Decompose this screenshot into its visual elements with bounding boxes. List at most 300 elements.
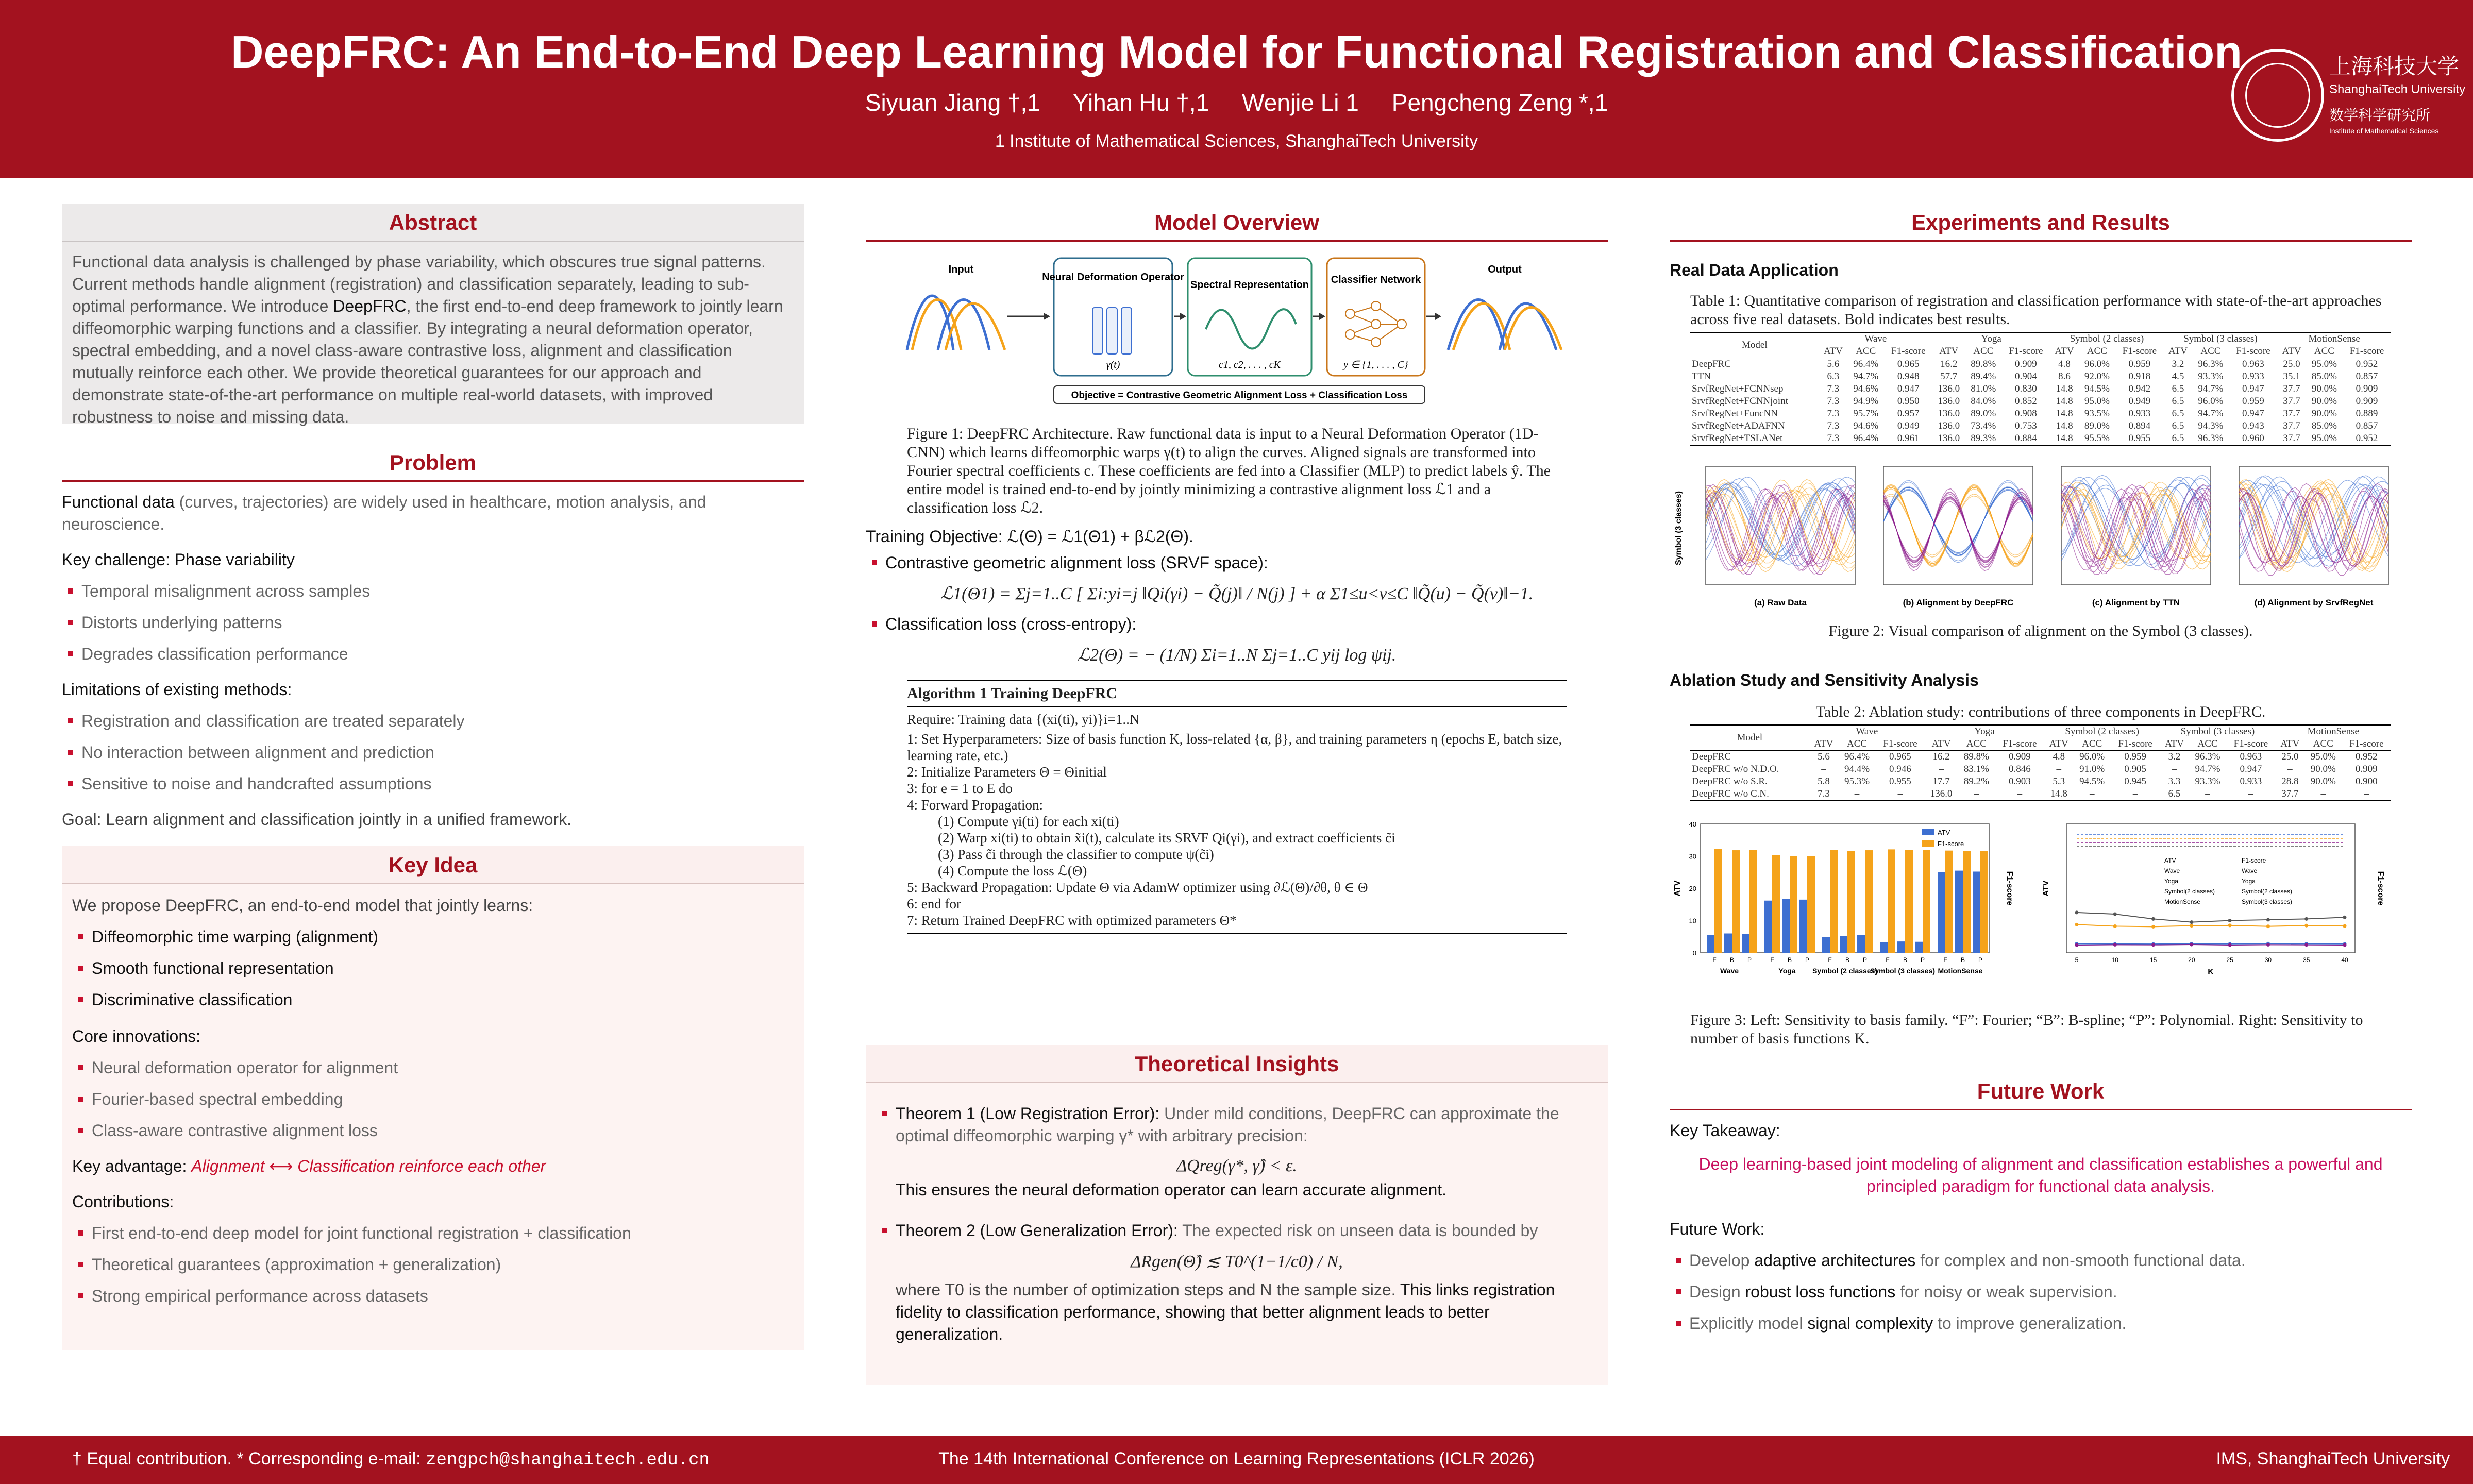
- list-item: Degrades classification performance: [62, 643, 804, 665]
- table-cell: 7.3: [1809, 788, 1839, 801]
- table1-caption: Table 1: Quantitative comparison of registration and classification performance with state-of-the-art approaches across five real datasets. Bold indicates best results.: [1690, 292, 2382, 328]
- table-cell: 95.5%: [2079, 432, 2115, 445]
- metric-header: F1-score: [2229, 345, 2278, 358]
- table-cell: 83.1%: [1963, 764, 1989, 774]
- table-cell: 94.7%: [2195, 764, 2220, 774]
- table-row: [1690, 788, 2391, 801]
- table-cell: 3.3: [2168, 776, 2181, 787]
- table-cell: –: [2287, 764, 2293, 774]
- key-idea-box: [62, 846, 804, 1350]
- table-cell: 0.846: [2008, 764, 2031, 774]
- table-cell: 6.5: [2160, 788, 2189, 801]
- table-row: [1690, 370, 2391, 383]
- table2: [1690, 724, 2391, 801]
- dataset-header: Symbol (2 classes): [2050, 332, 2164, 345]
- metric-header: ACC: [1965, 345, 2001, 358]
- table-cell: 93.3%: [2195, 776, 2220, 787]
- bar-f1: [1847, 851, 1855, 953]
- table-cell: –: [2304, 788, 2342, 801]
- legend-label: Yoga: [2242, 878, 2256, 885]
- table-cell: 14.8: [2056, 420, 2073, 431]
- bar-subtick: F: [1886, 956, 1890, 964]
- input-curves-icon: [907, 296, 1005, 350]
- metric-header: F1-score: [2001, 345, 2050, 358]
- table-cell: 0.947: [2240, 764, 2262, 774]
- loss-list: [866, 552, 1608, 574]
- loss1-equation: ℒ1(Θ1) = Σj=1..C [ Σi:yi=j ‖Qi(γi) − Q̃(j)‖ / N(j) ] + α Σ1≤u<v≤C ‖Q̃(u) − Q̃(v)‖−1.: [940, 584, 1534, 603]
- table-cell: 37.7: [2283, 420, 2300, 431]
- bar-atv: [1938, 872, 1945, 953]
- figure2: [1670, 461, 2412, 616]
- left-column: [62, 204, 804, 1350]
- line-xtick: 40: [2341, 956, 2348, 964]
- table-cell: 17.7: [1932, 776, 1950, 787]
- table-cell: 8.6: [2058, 371, 2071, 382]
- table-row: [1690, 775, 2391, 788]
- table-cell: 16.2: [1932, 751, 1950, 762]
- bar-f1: [1963, 851, 1971, 953]
- metric-header: ATV: [2277, 345, 2306, 358]
- table-cell: 37.7: [2276, 788, 2305, 801]
- right-column: [1670, 204, 2412, 1333]
- experiments-heading: Experiments and Results: [1670, 204, 2412, 242]
- bar-atv: [1880, 942, 1888, 953]
- diagram-classifier-label: Classifier Network: [1331, 274, 1421, 285]
- table-cell: 95.0%: [2310, 751, 2336, 762]
- future-label: Future Work:: [1670, 1220, 1765, 1238]
- table-cell: 0.904: [2014, 371, 2037, 382]
- list-item: Explicitly model signal complexity to improve generalization.: [1670, 1312, 2412, 1335]
- table-cell: 96.0%: [2198, 396, 2224, 407]
- legend-label: Symbol(2 classes): [2242, 888, 2293, 895]
- table-cell: 95.3%: [1844, 776, 1870, 787]
- table-cell: 95.0%: [2084, 396, 2110, 407]
- table-cell: 136.0: [1938, 396, 1960, 407]
- table-cell: 0.961: [1884, 432, 1932, 445]
- theorem-list: [876, 1103, 1597, 1147]
- bar-f1: [1923, 850, 1930, 953]
- table-cell: 136.0: [1932, 432, 1965, 445]
- metric-header: ATV: [1819, 345, 1848, 358]
- bar-y2label: F1-score: [2005, 871, 2014, 906]
- diagram-nn-symbol: γ(t): [1106, 359, 1120, 370]
- contrib-list: [72, 1222, 794, 1307]
- bar-atv: [1764, 901, 1772, 953]
- metric-header: ATV: [1809, 738, 1839, 751]
- table-cell: 96.0%: [2084, 359, 2110, 369]
- goal-text: Goal: Learn alignment and classification jointly in a unified framework.: [62, 810, 571, 829]
- metric-header: F1-score: [2115, 345, 2164, 358]
- table-cell: 3.2: [2168, 751, 2181, 762]
- table-cell: 90.0%: [2311, 408, 2337, 419]
- theorem1-after: This ensures the neural deformation operator can learn accurate alignment.: [896, 1181, 1447, 1199]
- table-cell: 91.0%: [2079, 764, 2105, 774]
- table-cell: 37.7: [2283, 383, 2300, 394]
- key-idea-intro: We propose DeepFRC, an end-to-end model that jointly learns:: [72, 896, 533, 915]
- table-cell: –: [2172, 764, 2177, 774]
- table-cell: 81.0%: [1971, 383, 1996, 394]
- line-ylabel: ATV: [2042, 880, 2050, 897]
- challenge-label: Key challenge: Phase variability: [62, 550, 295, 569]
- table-cell: 5.8: [1818, 776, 1830, 787]
- table-cell: 16.2: [1940, 359, 1958, 369]
- table-cell: 94.5%: [2079, 776, 2105, 787]
- figure2-panel-label: (b) Alignment by DeepFRC: [1903, 598, 2014, 608]
- diagram-nn-label: Neural Deformation Operator: [1042, 272, 1184, 283]
- table-cell: 95.0%: [2306, 432, 2343, 445]
- theorem2-after: where T0 is the number of optimization steps and N the sample size. This links registration fidelity to classification performance, showing that better alignment leads to better generalization.: [896, 1280, 1555, 1343]
- loss-list-2: [866, 613, 1608, 635]
- table-cell: 7.3: [1827, 396, 1840, 407]
- problem-intro: Functional data (curves, trajectories) are widely used in healthcare, motion analysis, and neuroscience.: [62, 493, 706, 533]
- metric-header: F1-score: [1884, 345, 1932, 358]
- bar-f1: [1807, 856, 1815, 953]
- algorithm-line: 4: Forward Propagation:: [907, 797, 1043, 813]
- table-cell: 14.8: [2056, 383, 2073, 394]
- theorem1-equation: ΔQreg(γ*, γ̂) < ε.: [1176, 1156, 1297, 1175]
- problem-heading: Problem: [62, 444, 804, 482]
- table-cell: 6.3: [1827, 371, 1840, 382]
- table-cell: 0.753: [2014, 420, 2037, 431]
- bar-ytick: 40: [1689, 820, 1696, 828]
- table-cell: 89.2%: [1963, 776, 1989, 787]
- university-seal-icon: [2231, 49, 2324, 142]
- legend-swatch: [1922, 840, 1934, 847]
- metric-header: ATV: [2164, 345, 2193, 358]
- list-item: First end-to-end deep model for joint functional registration + classification: [72, 1222, 794, 1244]
- metric-header: ATV: [2276, 738, 2305, 751]
- table-cell: 0.955: [1889, 776, 1911, 787]
- dataset-header: Symbol (3 classes): [2164, 332, 2278, 345]
- table-cell: 92.0%: [2084, 371, 2110, 382]
- table-cell: 0.942: [2128, 383, 2151, 394]
- table-cell: 14.8: [2050, 432, 2079, 445]
- bar-category-label: Yoga: [1778, 967, 1796, 975]
- author: Siyuan Jiang †,1: [865, 89, 1040, 116]
- bar-subtick: P: [1978, 956, 1983, 964]
- figure1-caption: Figure 1: DeepFRC Architecture. Raw functional data is input to a Neural Deformation Operator (1D-CNN) which learns diffeomorphic warps γ(t) to align the curves. Aligned signals are transformed into Fourier spectral coefficients c. These coefficients are fed into a Classifier (MLP) to predict labels ŷ. The entire model is trained end-to-end by jointly minimizing a contrastive alignment loss ℒ1 and a classification loss ℒ2.: [907, 425, 1551, 516]
- legend-label: ATV: [2164, 857, 2176, 864]
- figure3-caption: Figure 3: Left: Sensitivity to basis family. “F”: Fourier; “B”: B-spline; “P”: Polynomial. Right: Sensitivity to number of basis functions K.: [1690, 1011, 2363, 1047]
- bar-subtick: B: [1903, 956, 1908, 964]
- table-cell: 14.8: [2044, 788, 2074, 801]
- table-cell: 73.4%: [1971, 420, 1996, 431]
- bar-atv: [1782, 899, 1790, 953]
- table-cell: 0.903: [2008, 776, 2031, 787]
- table-cell: 0.908: [2014, 408, 2037, 419]
- bar-ytick: 30: [1689, 852, 1696, 861]
- table-cell: 0.884: [2001, 432, 2050, 445]
- list-item: Diffeomorphic time warping (alignment): [72, 926, 794, 948]
- takeaway-label: Key Takeaway:: [1670, 1121, 1780, 1140]
- line-xtick: 5: [2075, 956, 2079, 964]
- line-xtick: 20: [2188, 956, 2195, 964]
- model-name-cell: DeepFRC w/o C.N.: [1690, 788, 1809, 801]
- table-cell: 6.5: [2172, 420, 2184, 431]
- bar-subtick: P: [1862, 956, 1868, 964]
- bar-atv: [1742, 934, 1749, 953]
- list-item: Develop adaptive architectures for complex and non-smooth functional data.: [1670, 1250, 2412, 1272]
- table-cell: 0.909: [2356, 383, 2378, 394]
- figure2-caption: Figure 2: Visual comparison of alignment on the Symbol (3 classes).: [1828, 622, 2253, 639]
- poster-title: DeepFRC: An End-to-End Deep Learning Model for Functional Registration and Classification: [230, 26, 2243, 77]
- algorithm-line: 2: Initialize Parameters Θ = Θinitial: [907, 764, 1107, 780]
- university-name-cn: 上海科技大学: [2329, 54, 2460, 79]
- bar-ylabel: ATV: [1673, 880, 1682, 897]
- figure3-svg: [1670, 814, 2412, 999]
- list-item: Smooth functional representation: [72, 957, 794, 980]
- line-xtick: 25: [2226, 956, 2233, 964]
- list-item: Design robust loss functions for noisy or weak supervision.: [1670, 1281, 2412, 1303]
- table-cell: –: [2226, 788, 2275, 801]
- table-cell: 25.0: [2283, 359, 2300, 369]
- table-cell: –: [1958, 788, 1995, 801]
- metric-header: ACC: [2189, 738, 2226, 751]
- legend-label: MotionSense: [2164, 898, 2201, 905]
- line-xtick: 15: [2149, 956, 2157, 964]
- table-cell: 136.0: [1938, 383, 1960, 394]
- table-cell: 95.7%: [1853, 408, 1879, 419]
- table-cell: 89.0%: [1971, 408, 1996, 419]
- affiliation: 1 Institute of Mathematical Sciences, ShanghaiTech University: [995, 131, 1478, 151]
- table-row: [1690, 395, 2391, 408]
- model-name-cell: DeepFRC: [1692, 359, 1731, 369]
- theory-box: [866, 1045, 1608, 1385]
- table-cell: 28.8: [2281, 776, 2299, 787]
- table-header-row: [1690, 725, 2391, 738]
- author-list: [0, 89, 2473, 116]
- table-cell: 0.905: [2124, 764, 2146, 774]
- core-list: [72, 1057, 794, 1142]
- loss2-label: Classification loss (cross-entropy):: [866, 613, 1608, 635]
- metric-header: F1-score: [1876, 738, 1925, 751]
- author: Yihan Hu †,1: [1072, 89, 1209, 116]
- table-row: [1690, 751, 2391, 764]
- table-cell: 0.946: [1889, 764, 1911, 774]
- table-cell: 89.4%: [1971, 371, 1996, 382]
- table-cell: 136.0: [1938, 408, 1960, 419]
- theorem-list-2: [876, 1220, 1597, 1242]
- table-cell: 85.0%: [2311, 371, 2337, 382]
- metric-header: ACC: [1838, 738, 1875, 751]
- table-row: [1690, 432, 2391, 445]
- table-cell: 89.8%: [1971, 359, 1996, 369]
- table-cell: 90.0%: [2311, 383, 2337, 394]
- table-cell: 0.952: [2356, 359, 2378, 369]
- figure2-ylabel: Symbol (3 classes): [1674, 491, 1683, 566]
- table-cell: 0.949: [1897, 420, 1920, 431]
- dataset-header: MotionSense: [2277, 332, 2391, 345]
- bar-f1: [1714, 849, 1722, 953]
- legend-label: Symbol(2 classes): [2164, 888, 2215, 895]
- future-list: [1670, 1250, 2412, 1335]
- bar-f1: [1790, 856, 1797, 953]
- table-cell: 0.909: [2014, 359, 2037, 369]
- table-cell: 0.955: [2115, 432, 2164, 445]
- table-cell: 4.5: [2172, 371, 2184, 382]
- table-cell: 0.959: [2242, 396, 2264, 407]
- bar-subtick: P: [1747, 956, 1752, 964]
- metric-header: F1-score: [2342, 738, 2391, 751]
- table-cell: –: [2342, 788, 2391, 801]
- table-cell: –: [1821, 764, 1826, 774]
- table-cell: 94.6%: [1853, 383, 1879, 394]
- advantage-text: Alignment ⟷ Classification reinforce each other: [191, 1157, 546, 1175]
- table-cell: 136.0: [1925, 788, 1958, 801]
- diagram-objective: Objective = Contrastive Geometric Alignment Loss + Classification Loss: [1071, 390, 1408, 401]
- author: Pengcheng Zeng *,1: [1391, 89, 1608, 116]
- table-cell: 0.909: [2355, 764, 2378, 774]
- line-series: [2077, 943, 2345, 944]
- figure2-svg: [1670, 461, 2412, 616]
- dataset-header: Wave: [1819, 332, 1933, 345]
- list-item: Sensitive to noise and handcrafted assumptions: [62, 773, 804, 795]
- figure2-panel-label: (a) Raw Data: [1754, 598, 1807, 608]
- table-cell: –: [1939, 764, 1944, 774]
- bar-category-label: Wave: [1720, 967, 1739, 975]
- abstract-heading: Abstract: [62, 204, 804, 242]
- model-name-cell: TTN: [1692, 371, 1711, 382]
- algorithm-line: 3: for e = 1 to E do: [907, 781, 1013, 796]
- bar-f1: [1749, 850, 1757, 953]
- table-cell: 5.6: [1827, 359, 1840, 369]
- table-cell: 4.8: [2058, 359, 2071, 369]
- table-cell: 7.3: [1827, 408, 1840, 419]
- bar-atv: [1724, 934, 1732, 953]
- algorithm-line: 6: end for: [907, 896, 961, 912]
- table-cell: 0.950: [1897, 396, 1920, 407]
- algorithm-line: 7: Return Trained DeepFRC with optimized parameters Θ*: [907, 913, 1237, 928]
- table-cell: 14.8: [2056, 408, 2073, 419]
- bar-f1: [1772, 855, 1780, 953]
- theorem-2: Theorem 2 (Low Generalization Error): The expected risk on unseen data is bounded by: [876, 1220, 1597, 1242]
- middle-column: [866, 204, 1608, 1343]
- real-data-heading: Real Data Application: [1670, 261, 1839, 279]
- table-cell: 35.1: [2283, 371, 2300, 382]
- table-cell: 6.5: [2172, 396, 2184, 407]
- line-xtick: 35: [2303, 956, 2310, 964]
- bar-atv: [1915, 942, 1923, 953]
- table-cell: 96.4%: [1844, 751, 1870, 762]
- bar-subtick: B: [1960, 956, 1965, 964]
- table-cell: 94.5%: [2084, 383, 2110, 394]
- table-cell: –: [1995, 788, 2044, 801]
- diagram-spectral-symbol: c1, c2, . . . , cK: [1219, 359, 1281, 370]
- list-item: Distorts underlying patterns: [62, 612, 804, 634]
- table-cell: 37.7: [2283, 408, 2300, 419]
- bar-category-label: Symbol (2 classes): [1812, 967, 1878, 975]
- table-cell: 0.889: [2356, 408, 2378, 419]
- metric-header: ACC: [2304, 738, 2342, 751]
- list-item: Fourier-based spectral embedding: [72, 1088, 794, 1110]
- table-cell: 3.2: [2172, 359, 2184, 369]
- table-cell: 5.3: [2053, 776, 2065, 787]
- list-item: Registration and classification are treated separately: [62, 710, 804, 732]
- table-cell: 0.952: [2343, 432, 2391, 445]
- metric-header: ACC: [1847, 345, 1884, 358]
- bar-atv: [1897, 941, 1905, 953]
- legend-label: Wave: [2242, 867, 2258, 874]
- table-cell: 0.963: [2242, 359, 2264, 369]
- objective-line: Training Objective: ℒ(Θ) = ℒ1(Θ1) + βℒ2(Θ).: [866, 527, 1193, 546]
- table-cell: 90.0%: [2310, 776, 2336, 787]
- table-cell: 94.7%: [2198, 408, 2224, 419]
- metric-header: ATV: [1925, 738, 1958, 751]
- model-col-header: Model: [1690, 332, 1819, 358]
- table-cell: 0.957: [1897, 408, 1920, 419]
- table-row: [1690, 383, 2391, 395]
- table-cell: 6.5: [2172, 408, 2184, 419]
- table-cell: 4.8: [2053, 751, 2065, 762]
- university-wordmark: [2329, 49, 2468, 135]
- table-cell: 90.0%: [2310, 764, 2336, 774]
- metric-header: ACC: [2073, 738, 2110, 751]
- contact-email[interactable]: zengpch@shanghaitech.edu.cn: [426, 1451, 710, 1470]
- institute-name-en: Institute of Mathematical Sciences: [2329, 127, 2439, 135]
- model-col-header: Model: [1690, 725, 1809, 751]
- footer-center: The 14th International Conference on Learning Representations (ICLR 2026): [938, 1449, 1535, 1469]
- dataset-header: Symbol (3 classes): [2160, 725, 2275, 738]
- bar-atv: [1840, 936, 1847, 953]
- poster-header: [0, 0, 2473, 178]
- table-cell: 25.0: [2281, 751, 2299, 762]
- table-cell: –: [2056, 764, 2061, 774]
- list-item: Temporal misalignment across samples: [62, 580, 804, 602]
- bar-f1: [1830, 850, 1838, 953]
- future-heading: Future Work: [1670, 1072, 2412, 1110]
- bar-subtick: P: [1805, 956, 1810, 964]
- table-cell: 0.909: [2008, 751, 2031, 762]
- table-cell: 0.900: [2355, 776, 2378, 787]
- figure2-panel-label: (c) Alignment by TTN: [2092, 598, 2180, 608]
- table1-wrap: [1690, 332, 2391, 446]
- table-row: [1690, 408, 2391, 420]
- table-cell: 96.3%: [2192, 432, 2229, 445]
- table-cell: 0.857: [2356, 420, 2378, 431]
- algorithm-line: (3) Pass c̃i through the classifier to compute ψ(c̃i): [938, 847, 1214, 862]
- takeaway-text: Deep learning-based joint modeling of alignment and classification establishes a powerful and principled paradigm for functional data analysis.: [1698, 1155, 2383, 1195]
- algorithm-box: [907, 680, 1567, 934]
- table-cell: 93.5%: [2084, 408, 2110, 419]
- table-cell: 57.7: [1940, 371, 1958, 382]
- algorithm-title: Algorithm 1 Training DeepFRC: [907, 681, 1567, 707]
- institute-name-cn: 数学科学研究所: [2329, 107, 2431, 124]
- neural-layers-icon: [1092, 308, 1132, 354]
- table-cell: 37.7: [2283, 396, 2300, 407]
- table-cell: 85.0%: [2311, 420, 2337, 431]
- dataset-header: Wave: [1809, 725, 1925, 738]
- model-name-cell: SrvfRegNet+FCNNjoint: [1692, 396, 1788, 407]
- table-row: [1690, 763, 2391, 775]
- table-cell: 95.0%: [2311, 359, 2337, 369]
- table-cell: 89.0%: [2084, 420, 2110, 431]
- algorithm-require: Require: Training data {(xi(ti), yi)}i=1..N: [907, 712, 1140, 727]
- table-cell: 0.933: [2128, 408, 2151, 419]
- model-name-cell: DeepFRC w/o S.R.: [1692, 776, 1768, 787]
- footer-right: IMS, ShanghaiTech University: [2216, 1449, 2450, 1469]
- algorithm-line: (2) Warp xi(ti) to obtain x̃i(t), calculate its SRVF Qi(γi), and extract coefficients c̃i: [938, 830, 1395, 846]
- table-cell: 90.0%: [2311, 396, 2337, 407]
- figure2-panel: [1883, 466, 2033, 585]
- problem-body: [62, 482, 804, 835]
- diagram-output-label: Output: [1488, 264, 1522, 275]
- metric-header: F1-score: [2343, 345, 2391, 358]
- loss2-equation: ℒ2(Θ) = − (1/N) Σi=1..N Σj=1..C yij log ψij.: [1077, 646, 1397, 665]
- key-idea-heading: Key Idea: [62, 846, 804, 884]
- list-item: Neural deformation operator for alignment: [72, 1057, 794, 1079]
- bar-atv: [1707, 935, 1714, 953]
- figure2-panel: [1706, 466, 1855, 585]
